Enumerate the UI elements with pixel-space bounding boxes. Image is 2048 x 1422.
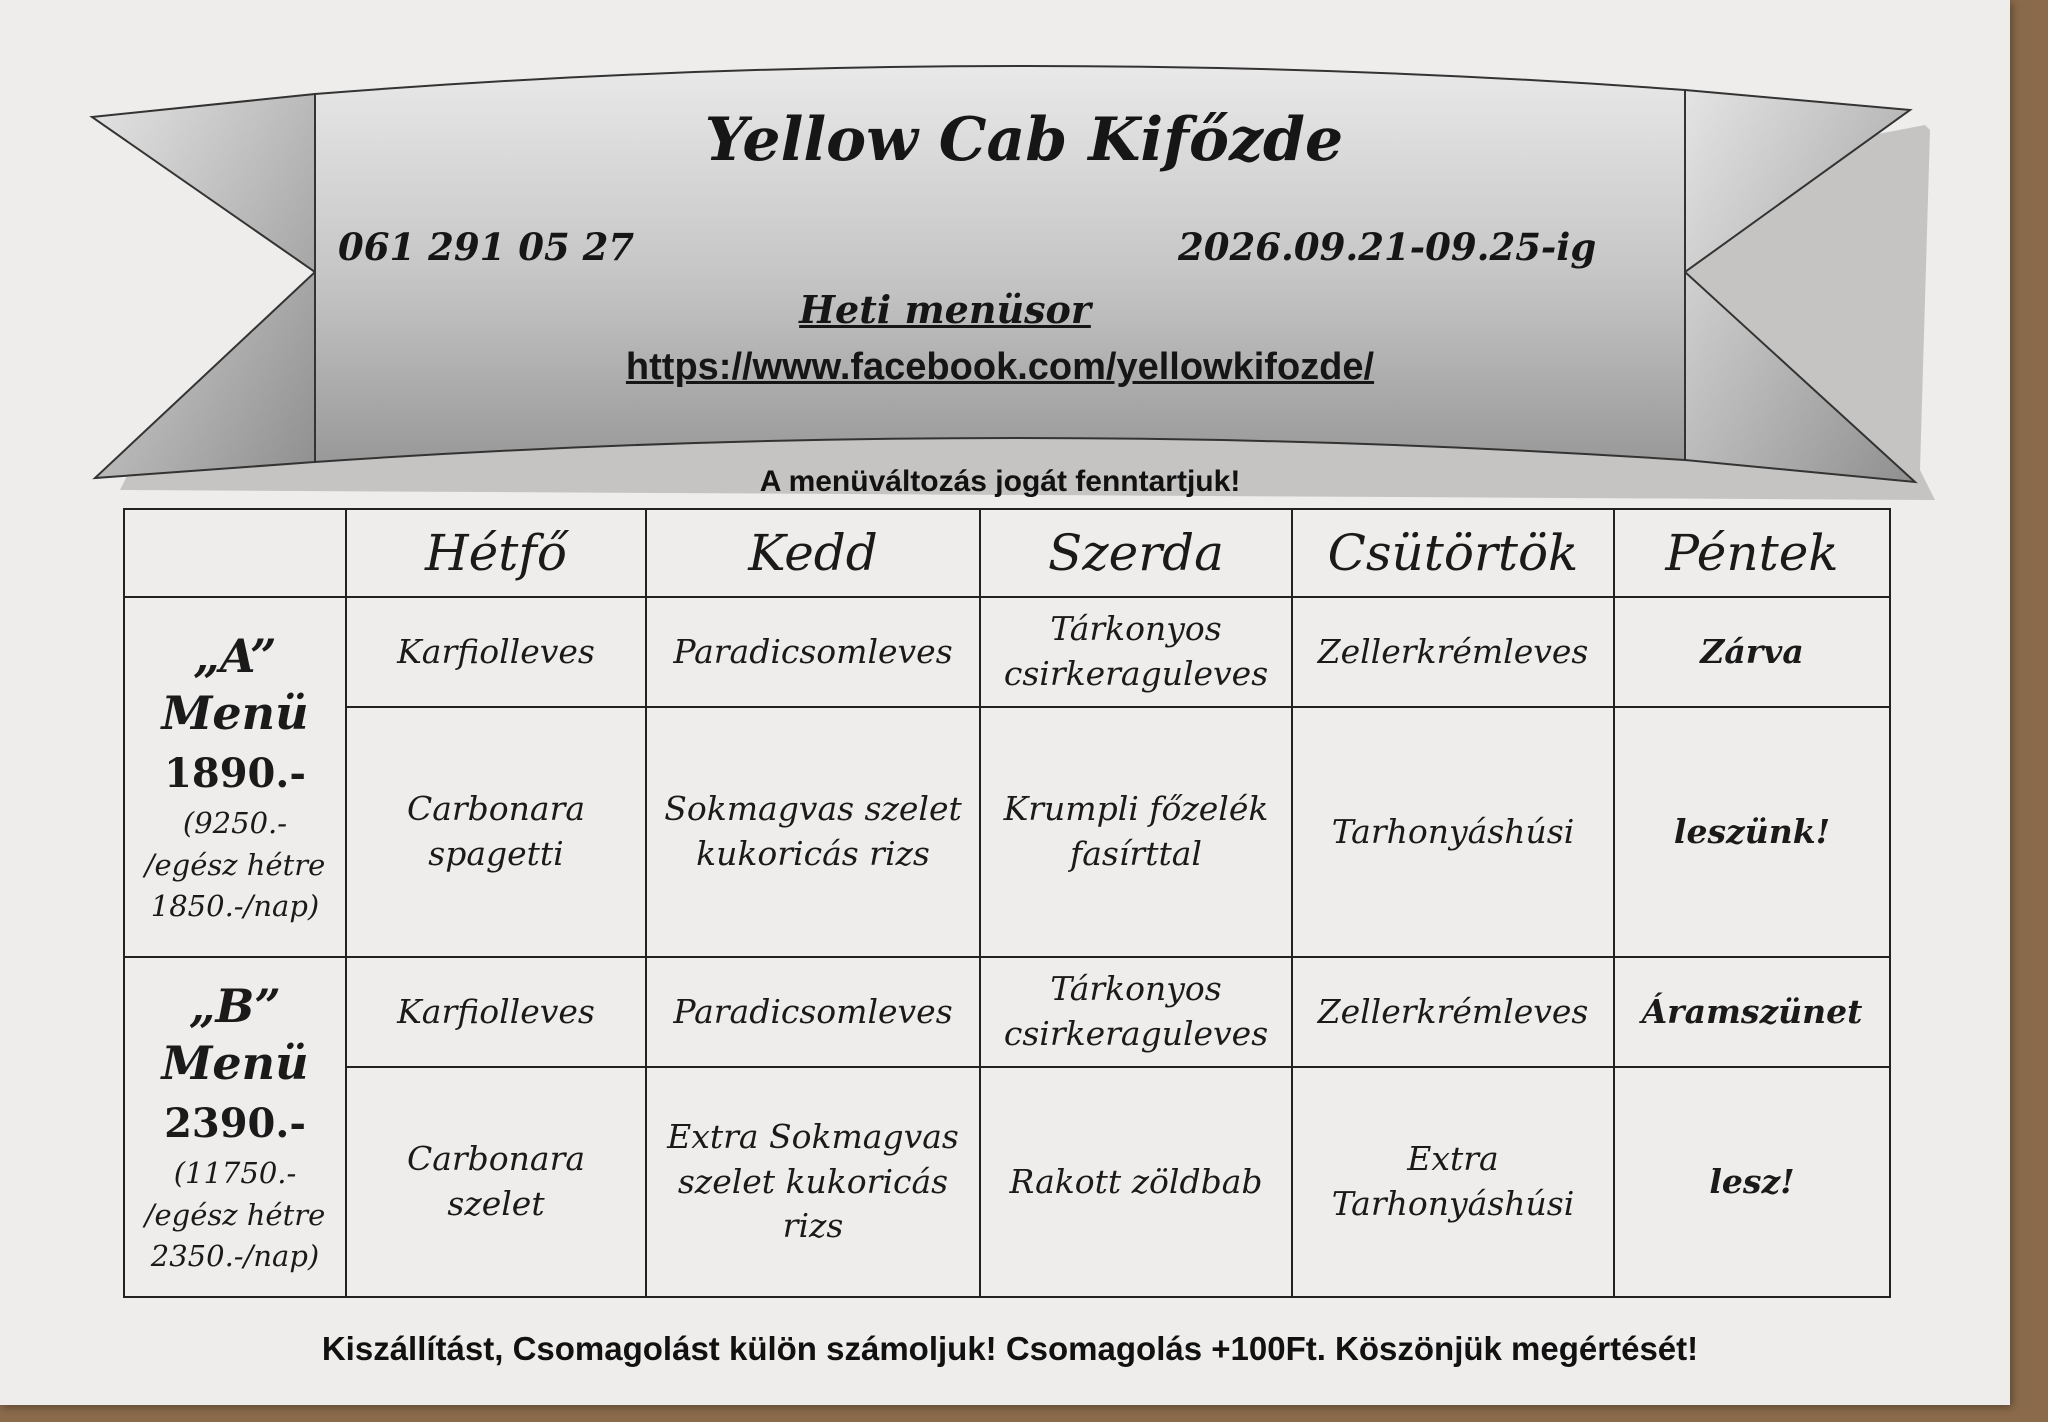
menu-b-note-line2: /egész hétre <box>144 1197 326 1232</box>
menu-b-soup-wednesday: Tárkonyos csirkeraguleves <box>980 957 1292 1067</box>
weekly-menu-table <box>123 508 1891 1298</box>
ribbon-banner <box>0 0 2048 520</box>
menu-a-name-line1: „A” <box>193 628 277 683</box>
menu-b-soup-thursday: Zellerkrémleves <box>1292 957 1614 1067</box>
menu-a-soup-monday: Karfiolleves <box>346 597 646 707</box>
day-header-wednesday: Szerda <box>980 509 1292 597</box>
menu-b-name-line2: Menü <box>161 1036 309 1091</box>
menu-b-soup-friday: Áramszünet <box>1614 957 1890 1067</box>
menu-a-note-line2: /egész hétre <box>144 847 326 882</box>
menu-a-main-monday: Carbonara spagetti <box>346 707 646 957</box>
menu-a-main-thursday: Tarhonyáshúsi <box>1292 707 1614 957</box>
table-header-row <box>124 509 1890 597</box>
table-row <box>124 597 1890 707</box>
menu-a-main-friday: leszünk! <box>1614 707 1890 957</box>
menu-b-name-line1: „B” <box>189 978 281 1033</box>
date-range: 2026.09.21-09.25-ig <box>1178 225 1597 269</box>
menu-b-price: 2390.- <box>164 1099 306 1147</box>
menu-a-soup-wednesday: Tárkonyos csirkeraguleves <box>980 597 1292 707</box>
menu-b-note-line1: (11750.- <box>173 1155 297 1190</box>
menu-b-main-friday: lesz! <box>1614 1067 1890 1297</box>
menu-a-soup-thursday: Zellerkrémleves <box>1292 597 1614 707</box>
menu-a-soup-friday: Zárva <box>1614 597 1890 707</box>
day-header-friday: Péntek <box>1614 509 1890 597</box>
menu-a-name-line2: Menü <box>161 686 309 741</box>
menu-a-note-line3: 1850.-/nap) <box>150 889 320 924</box>
menu-change-notice: A menüváltozás jogát fenntartjuk! <box>759 465 1241 498</box>
menu-a-note-line1: (9250.- <box>182 805 288 840</box>
table-row <box>124 707 1890 957</box>
day-header-thursday: Csütörtök <box>1292 509 1614 597</box>
menu-b-main-wednesday: Rakott zöldbab <box>980 1067 1292 1297</box>
menu-a-main-tuesday: Sokmagvas szelet kukoricás rizs <box>646 707 980 957</box>
menu-b-label <box>124 957 346 1297</box>
footer-notice: Kiszállítást, Csomagolást külön számoljuk! Csomagolás +100Ft. Köszönjük megértését! <box>321 1330 1699 1367</box>
menu-b-main-monday: Carbonara szelet <box>346 1067 646 1297</box>
menu-b-main-thursday: Extra Tarhonyáshúsi <box>1292 1067 1614 1297</box>
header-empty-cell <box>124 509 346 597</box>
facebook-link[interactable]: https://www.facebook.com/yellowkifozde/ <box>625 346 1375 388</box>
table-row <box>124 957 1890 1067</box>
phone-number: 061 291 05 27 <box>338 225 635 269</box>
table-row <box>124 1067 1890 1297</box>
menu-a-label <box>124 597 346 957</box>
menu-b-soup-monday: Karfiolleves <box>346 957 646 1067</box>
day-header-tuesday: Kedd <box>646 509 980 597</box>
day-header-monday: Hétfő <box>346 509 646 597</box>
menu-a-soup-tuesday: Paradicsomleves <box>646 597 980 707</box>
menu-b-note-line3: 2350.-/nap) <box>150 1239 320 1274</box>
menu-a-price: 1890.- <box>164 749 306 797</box>
restaurant-title: Yellow Cab Kifőzde <box>704 105 1344 175</box>
weekly-menu-subtitle: Heti menüsor <box>799 287 1091 332</box>
menu-b-main-tuesday: Extra Sokmagvas szelet kukoricás rizs <box>646 1067 980 1297</box>
menu-a-main-wednesday: Krumpli főzelék fasírttal <box>980 707 1292 957</box>
menu-b-soup-tuesday: Paradicsomleves <box>646 957 980 1067</box>
